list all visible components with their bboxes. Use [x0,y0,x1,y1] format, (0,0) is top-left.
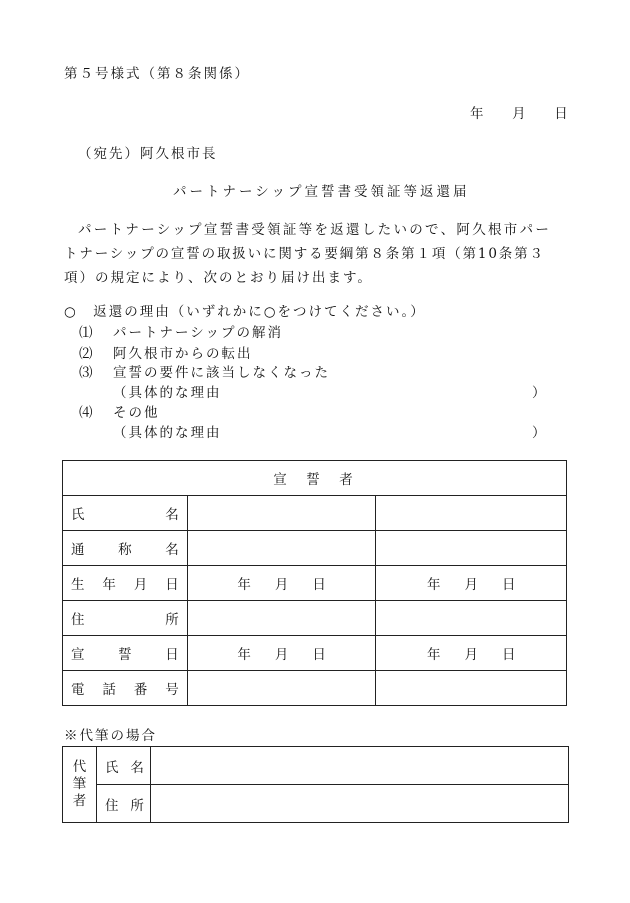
phone-field-2[interactable] [376,671,567,706]
reason-4-close: ） [532,425,546,441]
address-field-2[interactable] [376,601,567,636]
row-label-phone: 電 話 番 号 [63,671,188,706]
reason-2-text: 阿久根市からの転出 [113,346,253,362]
reason-1-num: ⑴ [79,325,93,341]
declarant-table-header: 宣 誓 者 [63,461,567,496]
reason-4-text: その他 [113,405,160,421]
reason-2-num: ⑵ [79,346,93,362]
row-label-alias: 通 称 名 [63,531,188,566]
name-field-2[interactable] [376,496,567,531]
birthdate-field-1[interactable]: 年 月 日 [187,566,376,601]
body-line-2: トナーシップの宣誓の取扱いに関する要綱第８条第１項（第10条第３ [64,246,545,262]
birthdate-field-2[interactable]: 年 月 日 [376,566,567,601]
declaration-date-field-1[interactable]: 年 月 日 [187,636,376,671]
date-line [470,106,568,122]
alias-field-1[interactable] [187,531,376,566]
reason-3-text: 宣誓の要件に該当しなくなった [113,365,330,381]
proxy-heading: ※代筆の場合 [64,728,157,744]
declarant-table [62,460,567,706]
proxy-label-address: 住 所 [96,785,150,823]
name-field-1[interactable] [187,496,376,531]
declaration-date-field-2[interactable]: 年 月 日 [376,636,567,671]
proxy-name-field[interactable] [150,747,568,785]
addressee: （宛先）阿久根市長 [78,146,218,162]
reason-1-text: パートナーシップの解消 [113,325,283,341]
reason-3-close: ） [532,385,546,401]
phone-field-1[interactable] [187,671,376,706]
page-title: パートナーシップ宣誓書受領証等返還届 [173,184,470,200]
body-line-3: 項）の規定により、次のとおり届け出ます。 [64,270,373,286]
proxy-label-name: 氏 名 [96,747,150,785]
proxy-table [62,746,569,823]
address-field-1[interactable] [187,601,376,636]
row-label-declaration-date: 宣 誓 日 [63,636,188,671]
alias-field-2[interactable] [376,531,567,566]
proxy-address-field[interactable] [150,785,568,823]
form-number: 第５号様式（第８条関係） [64,66,250,82]
reason-3-detail: （具体的な理由 [113,385,222,401]
reason-3-num: ⑶ [79,365,93,381]
body-line-1: パートナーシップ宣誓書受領証等を返還したいので、阿久根市パー [78,222,552,238]
reason-4-num: ⑷ [79,405,93,421]
row-label-address: 住 所 [63,601,188,636]
date-day: 日 [554,106,568,122]
row-label-name: 氏 名 [63,496,188,531]
date-month: 月 [512,106,526,122]
proxy-side-label: 代 筆 者 [63,747,97,823]
reason-4-detail: （具体的な理由 [113,425,222,441]
date-year: 年 [470,106,484,122]
reason-heading: ○ 返還の理由（いずれかに○をつけてください。） [64,304,426,320]
row-label-birthdate: 生 年 月 日 [63,566,188,601]
